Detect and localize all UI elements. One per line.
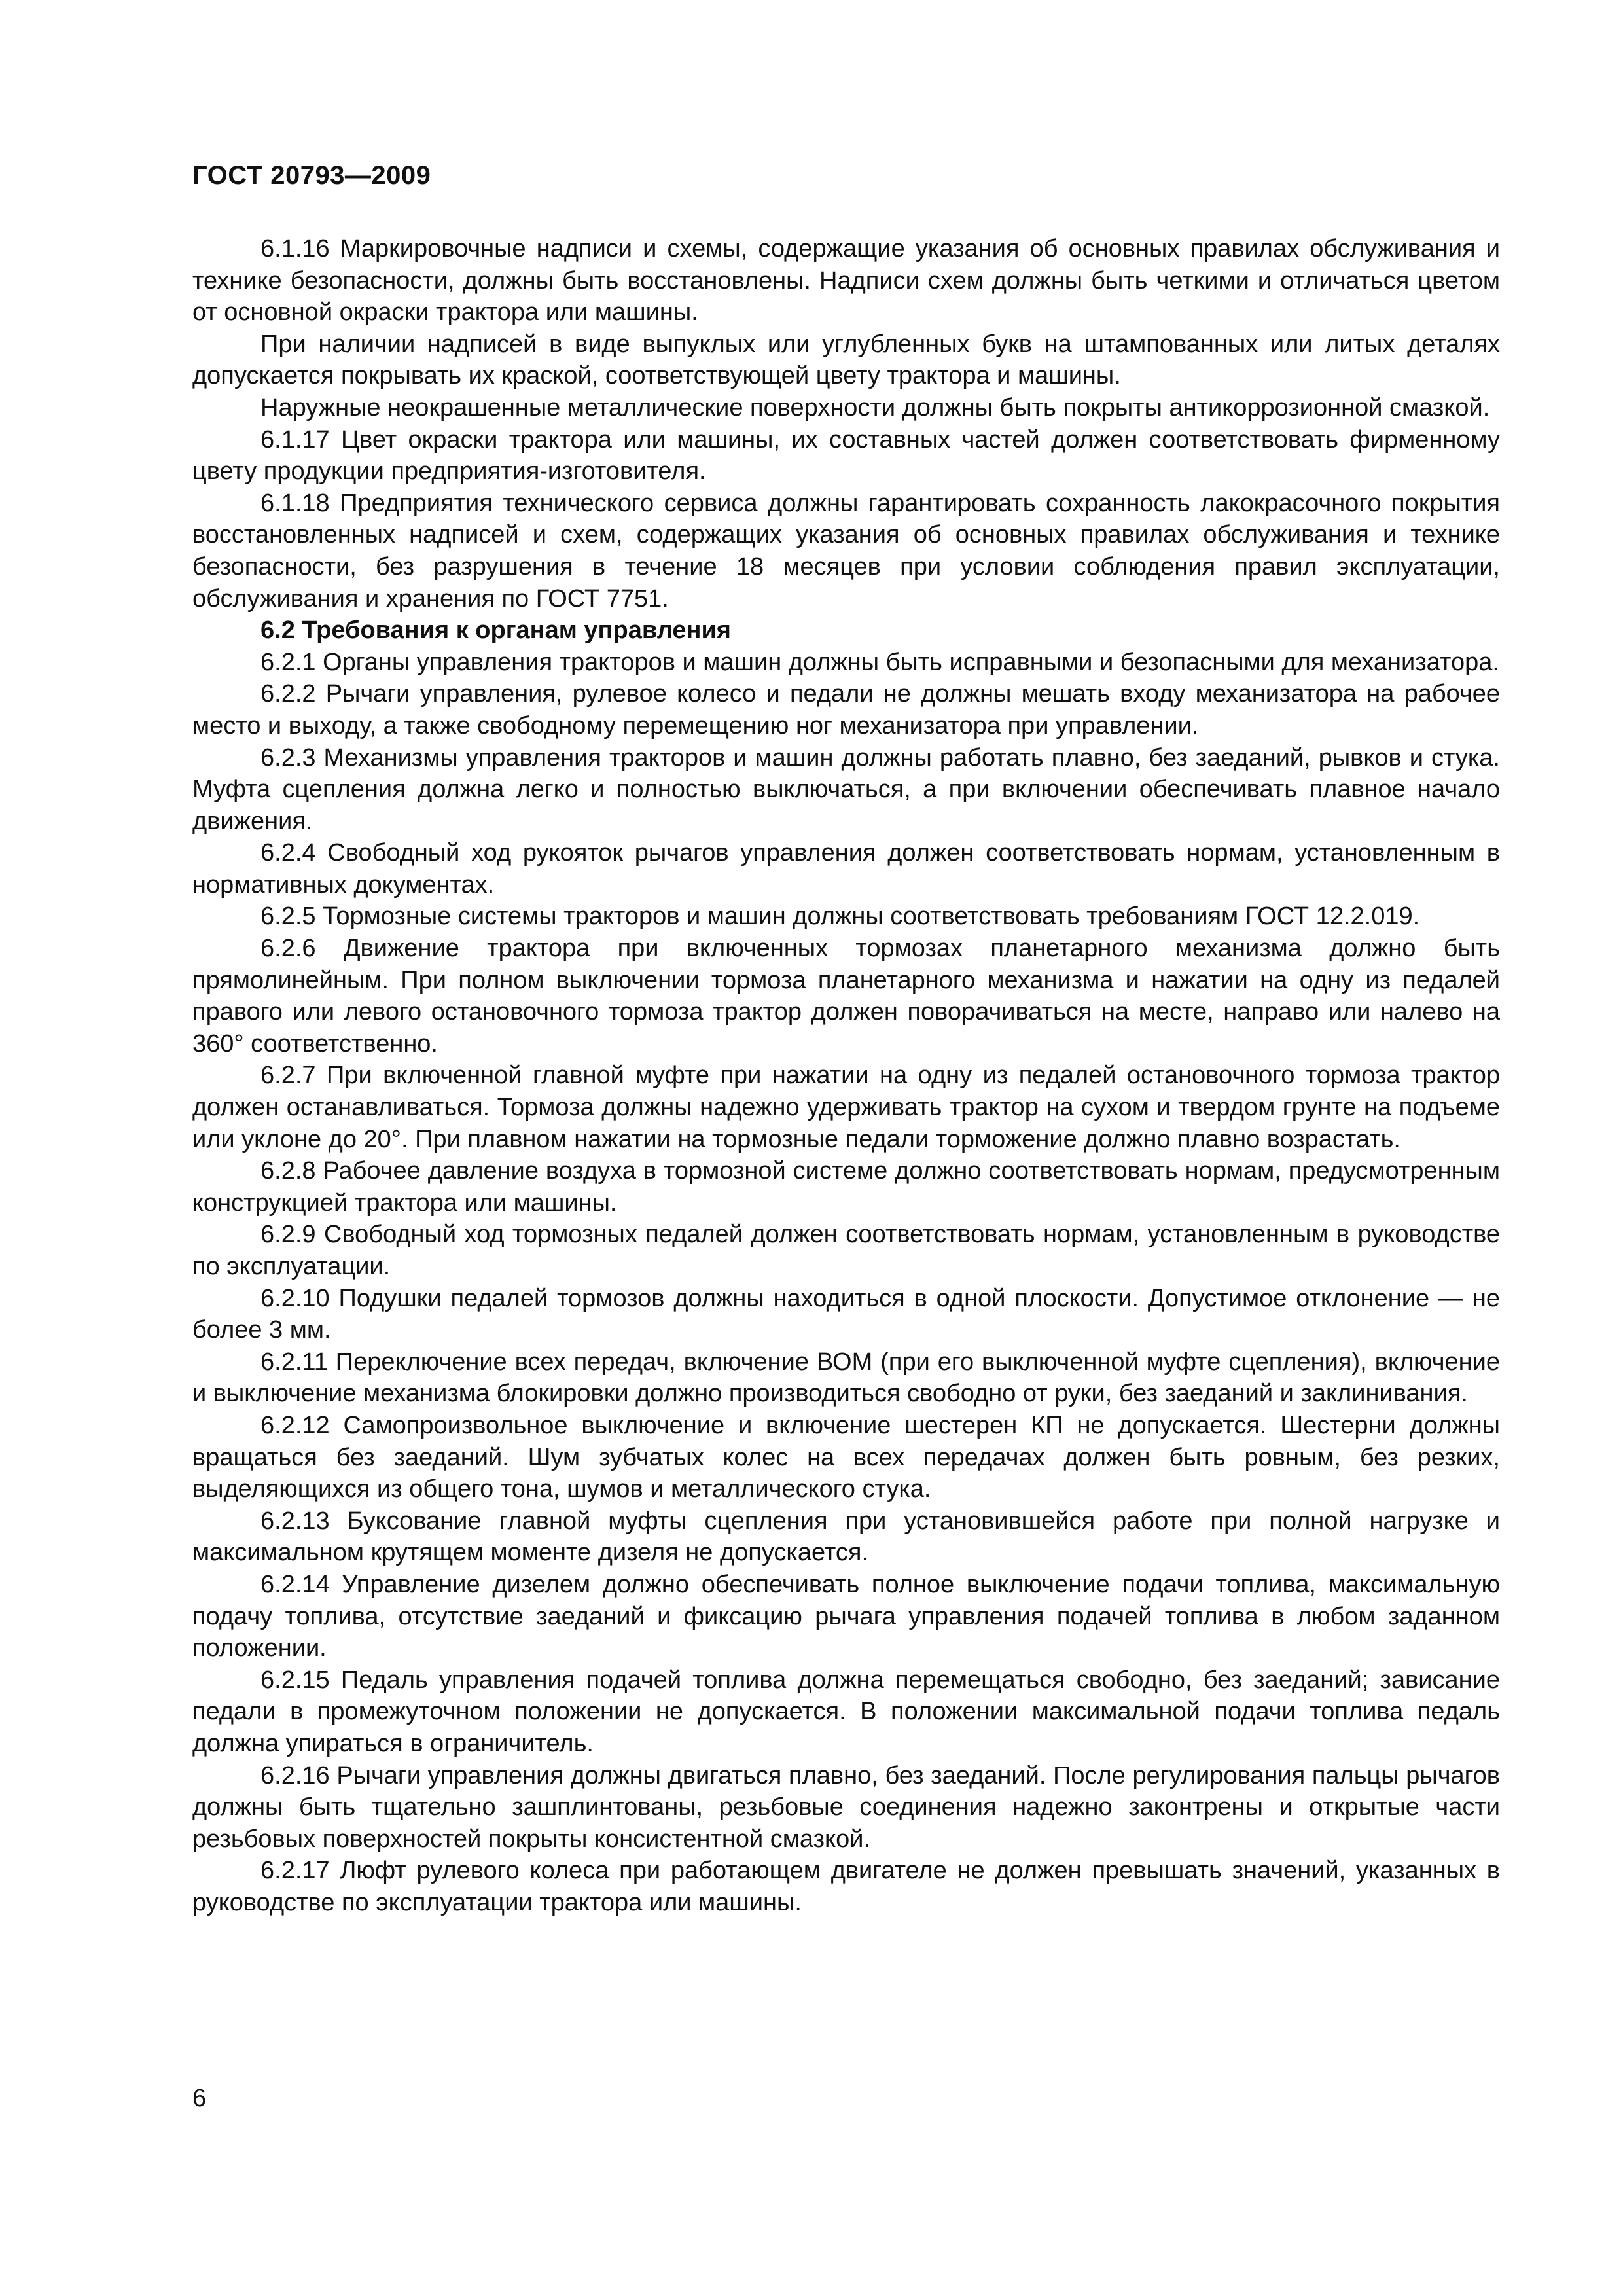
paragraph-6-2-5: 6.2.5 Тормозные системы тракторов и машин должны соответствовать требованиям ГОСТ 12.2.019. xyxy=(260,903,1420,931)
paragraph-6-2-14: 6.2.14 Управление дизелем должно обеспечивать полное выключение подачи топлива, максимальную подачу топлива, отсутствие заеданий и фиксацию рычага управления подачей топлива в любом заданном положении. xyxy=(192,1570,1500,1662)
paragraph-metal-surfaces: Наружные неокрашенные металлические поверхности должны быть покрыты антикоррозионной смазкой. xyxy=(260,393,1490,422)
paragraph-6-2-8: 6.2.8 Рабочее давление воздуха в тормозной системе должно соответствовать нормам, предусмотренным конструкцией трактора или машины. xyxy=(192,1157,1500,1217)
paragraph-6-2-3: 6.2.3 Механизмы управления тракторов и машин должны работать плавно, без заеданий, рывков и стука. Муфта сцепления должна легко и полностью выключаться, а при включении обеспечивать плавное начало движения. xyxy=(192,744,1500,835)
paragraph-6-2-1: 6.2.1 Органы управления тракторов и машин должны быть исправными и безопасными для механизатора. xyxy=(260,648,1499,676)
paragraph-6-1-17: 6.1.17 Цвет окраски трактора или машины, их составных частей должен соответствовать фирменному цвету продукции предприятия-изготовителя. xyxy=(192,425,1500,486)
paragraph-6-2-2: 6.2.2 Рычаги управления, рулевое колесо и педали не должны мешать входу механизатора на рабочее место и выходу, а также свободному перемещению ног механизатора при управлении. xyxy=(192,680,1500,740)
standard-header: ГОСТ 20793—2009 xyxy=(192,161,431,190)
section-heading-6-2: 6.2 Требования к органам управления xyxy=(260,617,731,645)
paragraph-6-2-4: 6.2.4 Свободный ход рукояток рычагов управления должен соответствовать нормам, установленным в нормативных документах. xyxy=(192,839,1500,899)
paragraph-6-2-6: 6.2.6 Движение трактора при включенных тормозах планетарного механизма должно быть прямолинейным. При полном выключении тормоза планетарного механизма и нажатии на одну из педалей правого или левого остановочного тормоза трактор должен поворачиваться на месте, направо или налево на 360° соответственно. xyxy=(192,935,1500,1058)
paragraph-6-1-16: 6.1.16 Маркировочные надписи и схемы, содержащие указания об основных правилах обслуживания и технике безопасности, должны быть восстановлены. Надписи схем должны быть четкими и отличаться цветом от основной окраски трактора или машины. xyxy=(192,235,1500,327)
page-number: 6 xyxy=(192,2085,207,2112)
paragraph-6-2-11: 6.2.11 Переключение всех передач, включение ВОМ (при его выключенной муфте сцепления), включение и выключение механизма блокировки должно производиться свободно от руки, без заеданий и заклинивания. xyxy=(192,1348,1500,1408)
paragraph-6-2-7: 6.2.7 При включенной главной муфте при нажатии на одну из педалей остановочного тормоза трактор должен останавливаться. Тормоза должны надежно удерживать трактор на сухом и твердом грунте на подъеме или уклоне до 20°. При плавном нажатии на тормозные педали торможение должно плавно возрастать. xyxy=(192,1062,1500,1153)
document-body xyxy=(192,233,1500,1918)
paragraph-6-2-10: 6.2.10 Подушки педалей тормозов должны находиться в одной плоскости. Допустимое отклонение — не более 3 мм. xyxy=(192,1284,1500,1344)
paragraph-6-2-9: 6.2.9 Свободный ход тормозных педалей должен соответствовать нормам, установленным в руководстве по эксплуатации. xyxy=(192,1221,1500,1280)
paragraph-6-2-15: 6.2.15 Педаль управления подачей топлива должна перемещаться свободно, без заеданий; зависание педали в промежуточном положении не допускается. В положении максимальной подачи топлива педаль должна упираться в ограничитель. xyxy=(192,1666,1500,1757)
paragraph-6-2-16: 6.2.16 Рычаги управления должны двигаться плавно, без заеданий. После регулирования пальцы рычагов должны быть тщательно зашплинтованы, резьбовые соединения надежно законтрены и открытые части резьбовых поверхностей покрыты консистентной смазкой. xyxy=(192,1761,1500,1853)
paragraph-6-1-18: 6.1.18 Предприятия технического сервиса должны гарантировать сохранность лакокрасочного покрытия восстановленных надписей и схем, содержащих указания об основных правилах обслуживания и технике безопасности, без разрушения в течение 18 месяцев при условии соблюдения правил эксплуатации, обслуживания и хранения по ГОСТ 7751. xyxy=(192,489,1500,613)
paragraph-6-2-13: 6.2.13 Буксование главной муфты сцепления при установившейся работе при полной нагрузке и максимальном крутящем моменте дизеля не допускается. xyxy=(192,1507,1500,1567)
paragraph-6-2-12: 6.2.12 Самопроизвольное выключение и включение шестерен КП не допускается. Шестерни должны вращаться без заеданий. Шум зубчатых колес на всех передачах должен быть ровным, без резких, выделяющихся из общего тона, шумов и металлического стука. xyxy=(192,1411,1500,1503)
paragraph-6-2-17: 6.2.17 Люфт рулевого колеса при работающем двигателе не должен превышать значений, указанных в руководстве по эксплуатации трактора или машины. xyxy=(192,1857,1500,1916)
paragraph-inscriptions-paint: При наличии надписей в виде выпуклых или углубленных букв на штампованных или литых деталях допускается покрывать их краской, соответствующей цвету трактора и машины. xyxy=(192,330,1500,390)
